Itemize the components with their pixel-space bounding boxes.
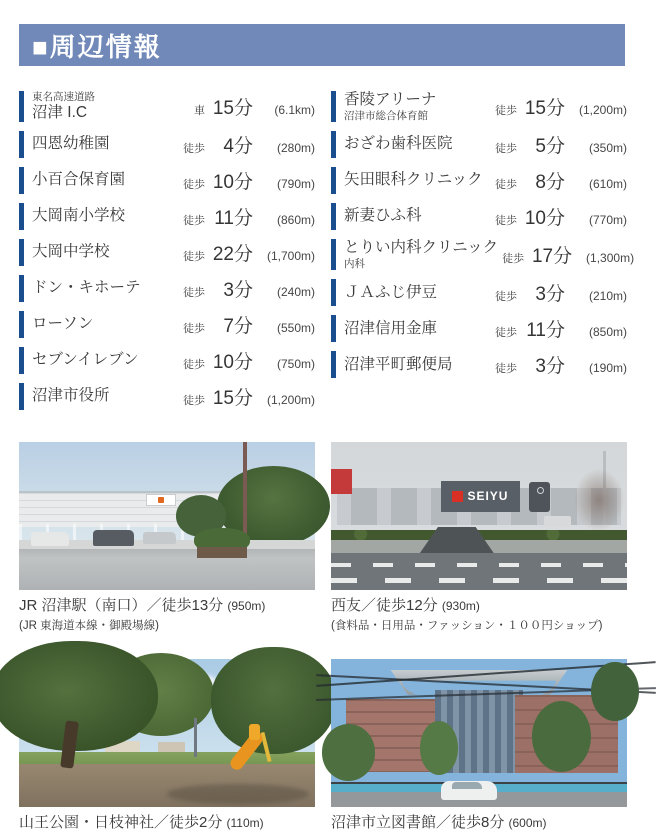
travel-time: 17分 (531, 246, 573, 268)
bullet-bar (331, 131, 336, 158)
facility-subname: 内科 (344, 257, 365, 270)
facility-name: 香陵アリーナ (344, 91, 437, 108)
travel-time: 3分 (535, 356, 565, 378)
facility-name: 新妻ひふ科 (344, 207, 422, 225)
bullet-bar (331, 351, 336, 378)
caption-text: 山王公園・日枝神社／徒歩2分 (19, 814, 223, 832)
photo-caption (331, 597, 627, 615)
photo-cell-jr-numazu-station (19, 442, 315, 633)
facility-name: ＪＡふじ伊豆 (344, 283, 438, 301)
facility-name: ドン・キホーテ (32, 279, 141, 297)
red-signboard (331, 469, 352, 494)
photo-seiyu (331, 442, 627, 590)
lamp-post (194, 718, 197, 756)
photo-jr-numazu-station (19, 442, 315, 590)
facility-row-niizuma-dermatology (331, 203, 627, 230)
travel-time: 11分 (214, 208, 253, 230)
travel-mode: 徒歩 (183, 143, 205, 156)
travel-mode: 徒歩 (495, 143, 517, 156)
facility-name: 沼津信用金庫 (344, 319, 438, 337)
slide-platform (249, 724, 260, 740)
utility-pole (243, 442, 247, 540)
photo-caption (331, 814, 627, 832)
travel-time: 22分 (212, 244, 253, 266)
caption-distance: (950m) (227, 599, 266, 614)
facility-row-seven-eleven (19, 347, 315, 374)
pylon-logo-icon (537, 487, 544, 494)
travel-mode: 徒歩 (495, 215, 517, 228)
bullet-bar (331, 167, 336, 194)
facility-row-sayuri-nursery (19, 167, 315, 194)
facility-name: 沼津市役所 (32, 387, 110, 405)
seiyu-logo-icon (452, 491, 463, 502)
caption-text: JR 沼津駅（南口）／徒歩13分 (19, 597, 224, 615)
facility-row-don-quijote (19, 275, 315, 302)
bullet-bar (19, 311, 24, 338)
tree (211, 647, 335, 754)
bullet-bar (19, 383, 24, 410)
facility-subname: 東名高速道路 (32, 91, 95, 103)
travel-distance: (850m) (588, 325, 627, 340)
tree (532, 701, 591, 772)
travel-time: 3分 (535, 284, 565, 306)
section-header (19, 24, 625, 66)
bullet-bar (331, 239, 336, 270)
bullet-bar (19, 275, 24, 302)
travel-time: 3分 (223, 280, 253, 302)
travel-time: 15分 (524, 98, 565, 120)
travel-mode: 徒歩 (183, 251, 205, 264)
travel-mode: 徒歩 (183, 287, 205, 300)
travel-distance: (860m) (276, 213, 315, 228)
bullet-bar (19, 167, 24, 194)
travel-mode: 徒歩 (183, 323, 205, 336)
facility-subname: 沼津市総合体育館 (344, 109, 428, 122)
facility-name: セブンイレブン (32, 351, 139, 369)
travel-distance: (1,200m) (266, 393, 315, 408)
photo-subcaption: (食料品・日用品・ファッション・１００円ショップ) (331, 620, 603, 633)
photo-sanno-park (19, 659, 315, 807)
photo-cell-sanno-park (19, 659, 315, 832)
bullet-bar (19, 203, 24, 230)
travel-distance: (280m) (276, 141, 315, 156)
bullet-bar (19, 239, 24, 266)
car (143, 532, 176, 544)
seiyu-sign (441, 481, 521, 512)
facility-name: おざわ歯科医院 (344, 135, 453, 153)
jr-logo-icon (158, 497, 164, 503)
travel-mode: 徒歩 (495, 105, 517, 118)
travel-distance: (1,700m) (266, 249, 315, 264)
bullet-bar (331, 91, 336, 122)
facility-row-lawson (19, 311, 315, 338)
large-tree (0, 641, 158, 751)
travel-time: 5分 (535, 136, 565, 158)
facility-column-left (19, 91, 315, 410)
facility-row-ozawa-dental (331, 131, 627, 158)
travel-mode: 徒歩 (495, 327, 517, 340)
travel-mode: 徒歩 (183, 179, 205, 192)
bullet-bar (19, 131, 24, 158)
facility-column-right (331, 91, 635, 410)
photo-caption (19, 597, 315, 615)
travel-time: 15分 (212, 98, 253, 120)
van (544, 516, 571, 526)
bullet-bar (331, 203, 336, 230)
bullet-bar (19, 347, 24, 374)
photo-subcaption: (JR 東海道本線・御殿場線) (19, 620, 159, 633)
travel-mode: 徒歩 (495, 291, 517, 304)
travel-time: 4分 (223, 136, 253, 158)
station-sign (146, 494, 176, 506)
travel-distance: (610m) (588, 177, 627, 192)
car (31, 532, 69, 545)
travel-distance: (770m) (588, 213, 627, 228)
facility-row-ja-fuji-izu (331, 279, 627, 306)
travel-mode: 徒歩 (495, 179, 517, 192)
caption-distance: (110m) (226, 816, 264, 831)
van (93, 530, 134, 546)
travel-distance: (790m) (276, 177, 315, 192)
bullet-bar (331, 279, 336, 306)
facility-row-ooka-junior-high (19, 239, 315, 266)
facility-name: 沼津平町郵便局 (344, 355, 453, 373)
section-title: ■周辺情報 (32, 31, 162, 62)
caption-text: 西友／徒歩12分 (331, 597, 438, 615)
travel-mode: 徒歩 (183, 359, 205, 372)
photo-cell-numazu-library (331, 659, 627, 832)
travel-distance: (350m) (588, 141, 627, 156)
travel-time: 10分 (524, 208, 565, 230)
caption-text: 沼津市立図書館／徒歩8分 (331, 814, 505, 832)
facility-row-koryo-arena (331, 91, 627, 122)
facility-row-ooka-minami-elementary (19, 203, 315, 230)
bullet-bar (19, 91, 24, 122)
seiyu-sign-text: SEIYU (467, 489, 509, 504)
facility-row-numazu-shinkin-bank (331, 315, 627, 342)
road-marking (331, 563, 627, 567)
travel-mode: 徒歩 (183, 215, 205, 228)
facility-name: ローソン (32, 315, 94, 333)
travel-mode: 車 (194, 105, 205, 118)
travel-mode: 徒歩 (183, 395, 205, 408)
tree (420, 721, 458, 774)
facility-name: 小百合保育園 (32, 171, 126, 189)
travel-time: 15分 (212, 388, 253, 410)
planter (197, 547, 247, 557)
road-marking (331, 578, 627, 583)
facility-name: 大岡南小学校 (32, 207, 126, 225)
facility-row-torii-internal-clinic (331, 239, 635, 270)
photo-caption (19, 814, 315, 832)
road (331, 553, 627, 590)
travel-distance: (1,300m) (586, 251, 635, 266)
facility-row-numazu-ic (19, 91, 315, 122)
travel-distance: (240m) (276, 285, 315, 300)
travel-distance: (1,200m) (578, 103, 627, 118)
bullet-bar (331, 315, 336, 342)
travel-time: 10分 (212, 352, 253, 374)
caption-distance: (930m) (441, 599, 480, 614)
travel-time: 10分 (212, 172, 253, 194)
tree (591, 662, 638, 721)
facility-name: 矢田眼科クリニック (344, 171, 483, 189)
facility-list (19, 91, 635, 410)
travel-distance: (190m) (588, 361, 627, 376)
facility-name: 四恩幼稚園 (32, 135, 110, 153)
tree (322, 724, 375, 780)
travel-time: 7分 (223, 316, 253, 338)
facility-name: とりい内科クリニック (344, 239, 499, 257)
travel-distance: (750m) (276, 357, 315, 372)
car-window (452, 782, 482, 789)
travel-distance: (210m) (588, 289, 627, 304)
photo-numazu-library (331, 659, 627, 807)
photo-grid (19, 442, 627, 832)
facility-row-numazu-hiramachi-post-office (331, 351, 627, 378)
bare-tree (574, 469, 624, 531)
facility-name: 大岡中学校 (32, 243, 110, 261)
facility-row-numazu-city-hall (19, 383, 315, 410)
caption-distance: (600m) (508, 816, 547, 831)
facility-name: 沼津 I.C (32, 103, 88, 121)
travel-distance: (6.1km) (274, 103, 315, 118)
facility-row-shion-kindergarten (19, 131, 315, 158)
photo-cell-seiyu (331, 442, 627, 633)
travel-time: 11分 (526, 320, 565, 342)
facility-row-yada-eye-clinic (331, 167, 627, 194)
travel-time: 8分 (535, 172, 565, 194)
travel-mode: 徒歩 (495, 363, 517, 376)
travel-distance: (550m) (276, 321, 315, 336)
travel-mode: 徒歩 (502, 253, 525, 266)
tree-shadow (167, 784, 309, 805)
